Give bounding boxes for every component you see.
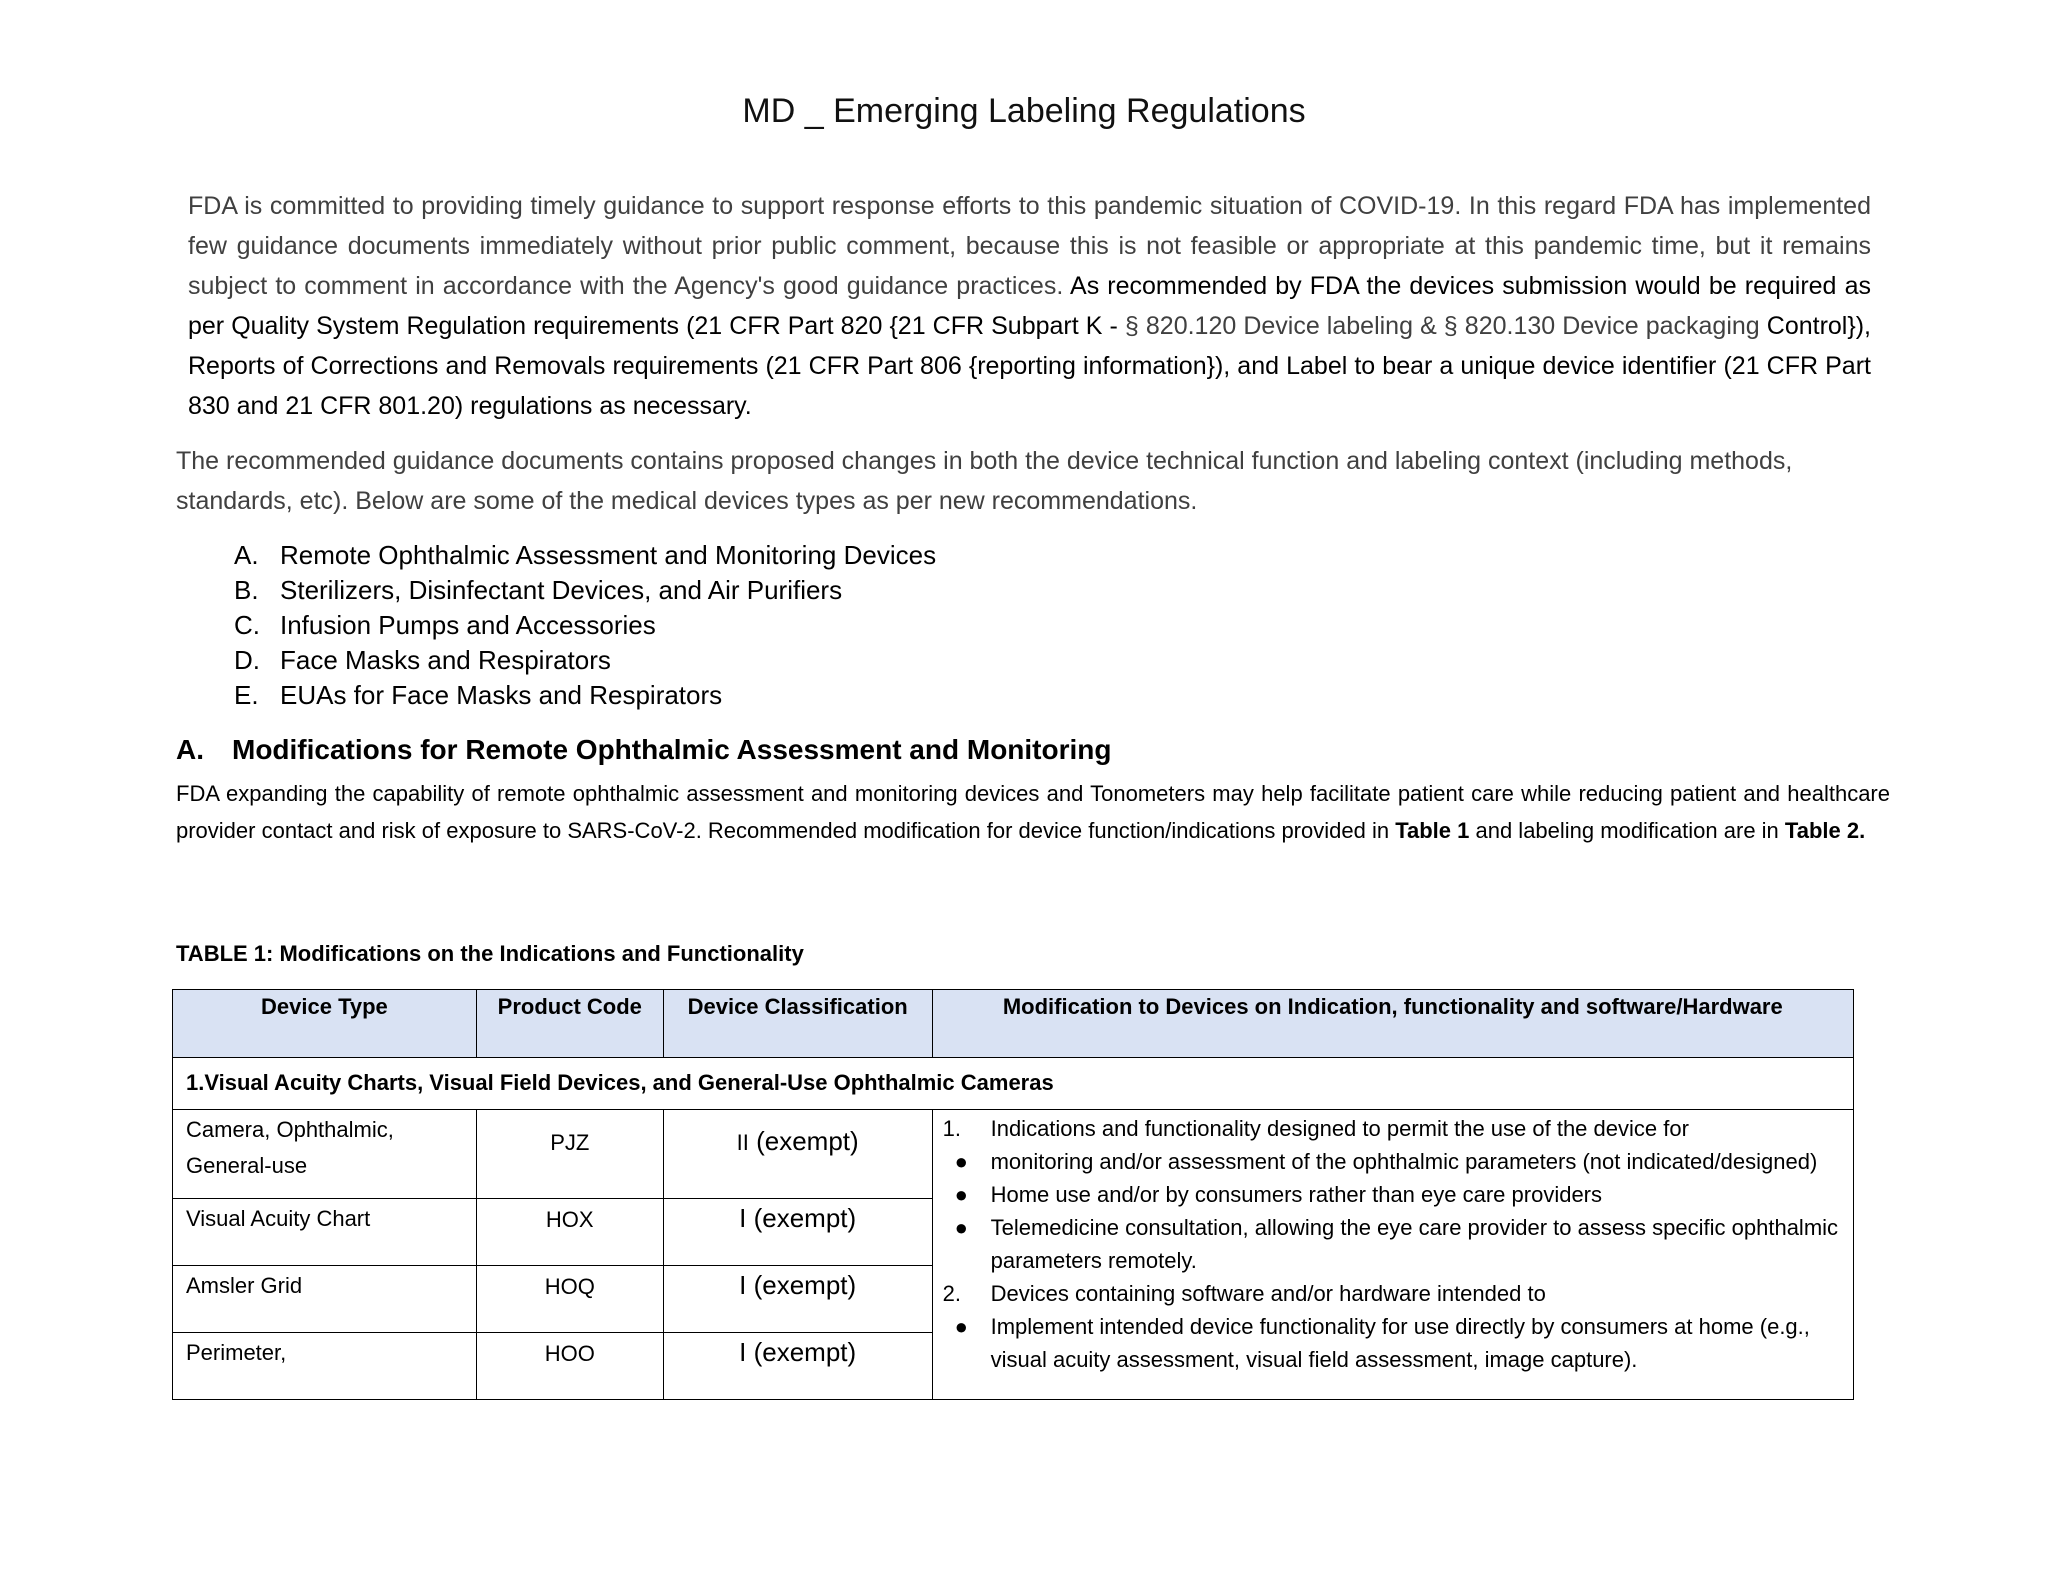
product-code-cell: HOO — [476, 1333, 663, 1400]
item-number: 2. — [942, 1281, 961, 1306]
device-type-cell: Amsler Grid — [173, 1266, 477, 1333]
device-type-cell: Visual Acuity Chart — [173, 1199, 477, 1266]
list-item — [234, 538, 936, 573]
list-item-letter: B. — [234, 575, 259, 605]
list-item-text: EUAs for Face Masks and Respirators — [280, 680, 723, 710]
modifications-table — [172, 989, 1854, 1400]
bullet-icon: ● — [954, 1149, 968, 1174]
intro-text-4: Control}), Reports of Corrections and Removals requirements (21 CFR Part 806 {reporting information}), and Label to bear a unique device identifier (21 CFR Part 830 and 21 CFR 801.20) regulations as necessary. — [188, 312, 1871, 420]
bullet-icon: ● — [954, 1182, 968, 1207]
product-code-cell: PJZ — [476, 1110, 663, 1199]
classification-roman: I — [739, 1270, 747, 1300]
item-text: Indications and functionality designed to permit the use of the device for — [990, 1116, 1689, 1141]
section-a-heading — [176, 734, 1111, 766]
classification-note: (exempt) — [746, 1203, 857, 1233]
header-device-type: Device Type — [173, 990, 477, 1058]
list-item-text: Infusion Pumps and Accessories — [280, 610, 656, 640]
table1-caption: TABLE 1: Modifications on the Indications and Functionality — [176, 941, 804, 966]
list-item — [234, 643, 936, 678]
header-device-classification: Device Classification — [663, 990, 932, 1058]
classification-roman: II — [736, 1130, 749, 1155]
list-item-text: Face Masks and Respirators — [280, 645, 611, 675]
device-type-cell: Camera, Ophthalmic, General-use — [173, 1110, 477, 1199]
classification-note: (exempt) — [748, 1126, 859, 1156]
modification-bullet — [943, 1310, 1853, 1376]
guidance-paragraph: The recommended guidance documents contains proposed changes in both the device technical function and labeling context (including methods, standards, etc). Below are some of the medical devices types as per new recommendations. — [176, 447, 1793, 515]
table2-reference: Table 2. — [1784, 817, 1866, 843]
intro-text-1: FDA is committed to providing timely guidance to support response efforts to this pandemic situation of COVID-19. In this regard FDA has implemented few guidance documents immediately without prior public comment, because this is not feasible or appropriate at this pandemic time, but it remains subject to comment in accordance with the Agency's good guidance practices. — [188, 192, 1871, 300]
section-a-title: Modifications for Remote Ophthalmic Assessment and Monitoring — [232, 734, 1112, 765]
classification-cell — [663, 1199, 932, 1266]
table-row — [173, 1110, 1854, 1199]
classification-cell — [663, 1110, 932, 1199]
classification-roman: I — [739, 1203, 747, 1233]
device-type-list — [234, 538, 936, 713]
modification-bullet — [943, 1145, 1853, 1178]
list-item — [234, 678, 936, 713]
classification-cell — [663, 1266, 932, 1333]
header-product-code: Product Code — [476, 990, 663, 1058]
table-header-row — [173, 990, 1854, 1058]
classification-roman: I — [739, 1337, 747, 1367]
list-item — [234, 608, 936, 643]
table-group-row — [173, 1058, 1854, 1110]
classification-note: (exempt) — [746, 1270, 857, 1300]
list-item-letter: E. — [234, 680, 259, 710]
list-item-text: Remote Ophthalmic Assessment and Monitoring Devices — [280, 540, 937, 570]
section-a-text-2: and labeling modification are in — [1469, 817, 1785, 843]
product-code-cell: HOX — [476, 1199, 663, 1266]
list-item-letter: D. — [234, 645, 260, 675]
list-item-letter: A. — [234, 540, 259, 570]
bullet-icon: ● — [954, 1314, 968, 1339]
table1-reference: Table 1 — [1395, 817, 1470, 843]
section-a-paragraph — [176, 776, 1890, 849]
device-type-cell: Perimeter, — [173, 1333, 477, 1400]
classification-cell — [663, 1333, 932, 1400]
modification-bullet — [943, 1211, 1853, 1277]
modification-cell — [932, 1110, 1853, 1400]
intro-paragraph — [188, 186, 1871, 426]
section-a-text-1: FDA expanding the capability of remote ophthalmic assessment and monitoring devices and Tonometers may help facilitate patient care while reducing patient and healthcare provider contact and risk of exposure to SARS-CoV-2. Recommended modification for device function/indications provided in — [176, 781, 1890, 843]
intro-text-3: § 820.120 Device labeling & § 820.130 Device packaging — [1124, 312, 1760, 340]
bullet-text: Implement intended device functionality for use directly by consumers at home (e.g., visual acuity assessment, visual field assessment, image capture). — [990, 1314, 1810, 1372]
section-a-letter: A. — [176, 734, 204, 765]
modification-bullet — [943, 1178, 1853, 1211]
item-text: Devices containing software and/or hardware intended to — [990, 1281, 1546, 1306]
modification-item — [943, 1277, 1853, 1310]
bullet-text: Home use and/or by consumers rather than eye care providers — [990, 1182, 1603, 1207]
product-code-cell: HOQ — [476, 1266, 663, 1333]
bullet-icon: ● — [954, 1215, 968, 1240]
modification-item — [943, 1112, 1853, 1145]
list-item-text: Sterilizers, Disinfectant Devices, and Air Purifiers — [280, 575, 843, 605]
bullet-text: monitoring and/or assessment of the ophthalmic parameters (not indicated/designed) — [990, 1149, 1818, 1174]
bullet-text: Telemedicine consultation, allowing the eye care provider to assess specific ophthalmic parameters remotely. — [990, 1215, 1839, 1273]
classification-note: (exempt) — [746, 1337, 857, 1367]
page-title: MD _ Emerging Labeling Regulations — [742, 92, 1306, 130]
list-item — [234, 573, 936, 608]
list-item-letter: C. — [234, 610, 260, 640]
intro-text-2: As recommended by FDA the devices submission would be required as per Quality System Regulation requirements (21 CFR Part 820 {21 CFR Subpart K - — [188, 272, 1871, 340]
item-number: 1. — [942, 1116, 961, 1141]
group-label: 1.Visual Acuity Charts, Visual Field Devices, and General-Use Ophthalmic Cameras — [173, 1058, 1854, 1110]
header-modification: Modification to Devices on Indication, functionality and software/Hardware — [932, 990, 1853, 1058]
